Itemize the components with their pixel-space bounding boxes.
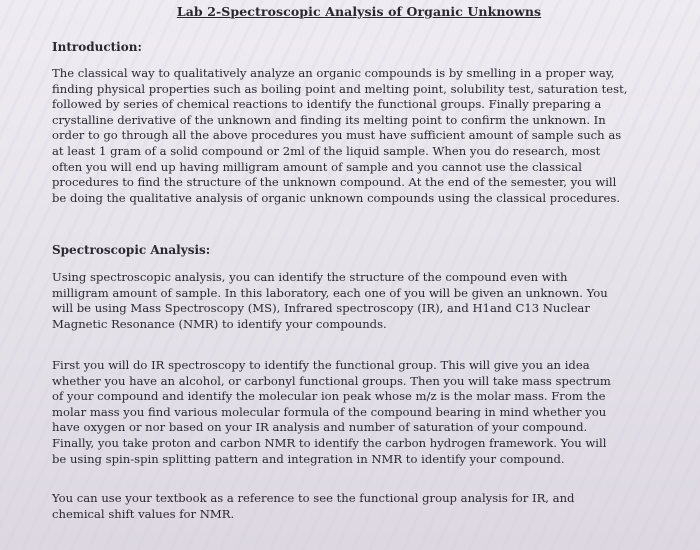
document-title: Lab 2-Spectroscopic Analysis of Organic Unknowns <box>176 4 542 19</box>
spectroscopic-paragraph-1 <box>52 270 608 332</box>
text-line: The classical way to qualitatively analyze an organic compounds is by smelling in a proper way, <box>52 66 615 80</box>
text-line: will be using Mass Spectroscopy (MS), Infrared spectroscopy (IR), and H1and C13 Nuclear <box>52 301 590 316</box>
spectroscopic-paragraph-3 <box>52 491 574 522</box>
text-line: be using spin-spin splitting pattern and integration in NMR to identify your compound. <box>52 451 565 466</box>
text-line: molar mass you find various molecular formula of the compound bearing in mind whether you <box>52 404 607 419</box>
text-line: often you will end up having milligram amount of sample and you cannot use the classical <box>52 159 582 174</box>
text-line: whether you have an alcohol, or carbonyl functional groups. Then you will take mass spectrum <box>52 373 611 388</box>
text-line: You can use your textbook as a reference to see the functional group analysis for IR, and <box>52 491 575 505</box>
text-line: Magnetic Resonance (NMR) to identify your compounds. <box>52 316 387 331</box>
text-line: chemical shift values for NMR. <box>52 506 235 521</box>
text-line: Using spectroscopic analysis, you can identify the structure of the compound even with <box>52 270 568 284</box>
text-line: followed by series of chemical reactions to identify the functional groups. Finally preparing a <box>52 97 602 112</box>
spectroscopic-paragraph-2 <box>52 358 611 467</box>
text-line: order to go through all the above procedures you must have sufficient amount of sample such as <box>52 128 622 143</box>
text-line: Finally, you take proton and carbon NMR to identify the carbon hydrogen framework. You will <box>52 435 607 450</box>
text-line: procedures to find the structure of the unknown compound. At the end of the semester, you will <box>52 175 617 190</box>
text-line: have oxygen or nor based on your IR analysis and number of saturation of your compound. <box>52 420 588 435</box>
text-line: crystalline derivative of the unknown and finding its melting point to confirm the unknown. In <box>52 112 606 127</box>
text-line: First you will do IR spectroscopy to identify the functional group. This will give you an idea <box>52 358 590 372</box>
text-line: milligram amount of sample. In this laboratory, each one of you will be given an unknown. You <box>52 285 608 300</box>
introduction-heading: Introduction: <box>52 40 142 54</box>
text-line: be doing the qualitative analysis of organic unknown compounds using the classical procedures. <box>52 190 621 205</box>
text-line: of your compound and identify the molecular ion peak whose m/z is the molar mass. From the <box>52 389 606 404</box>
introduction-paragraph <box>52 66 627 206</box>
spectroscopic-heading: Spectroscopic Analysis: <box>52 243 211 257</box>
text-line: at least 1 gram of a solid compound or 2ml of the liquid sample. When you do research, most <box>52 143 601 158</box>
text-line: finding physical properties such as boiling point and melting point, solubility test, saturation test, <box>52 81 628 96</box>
